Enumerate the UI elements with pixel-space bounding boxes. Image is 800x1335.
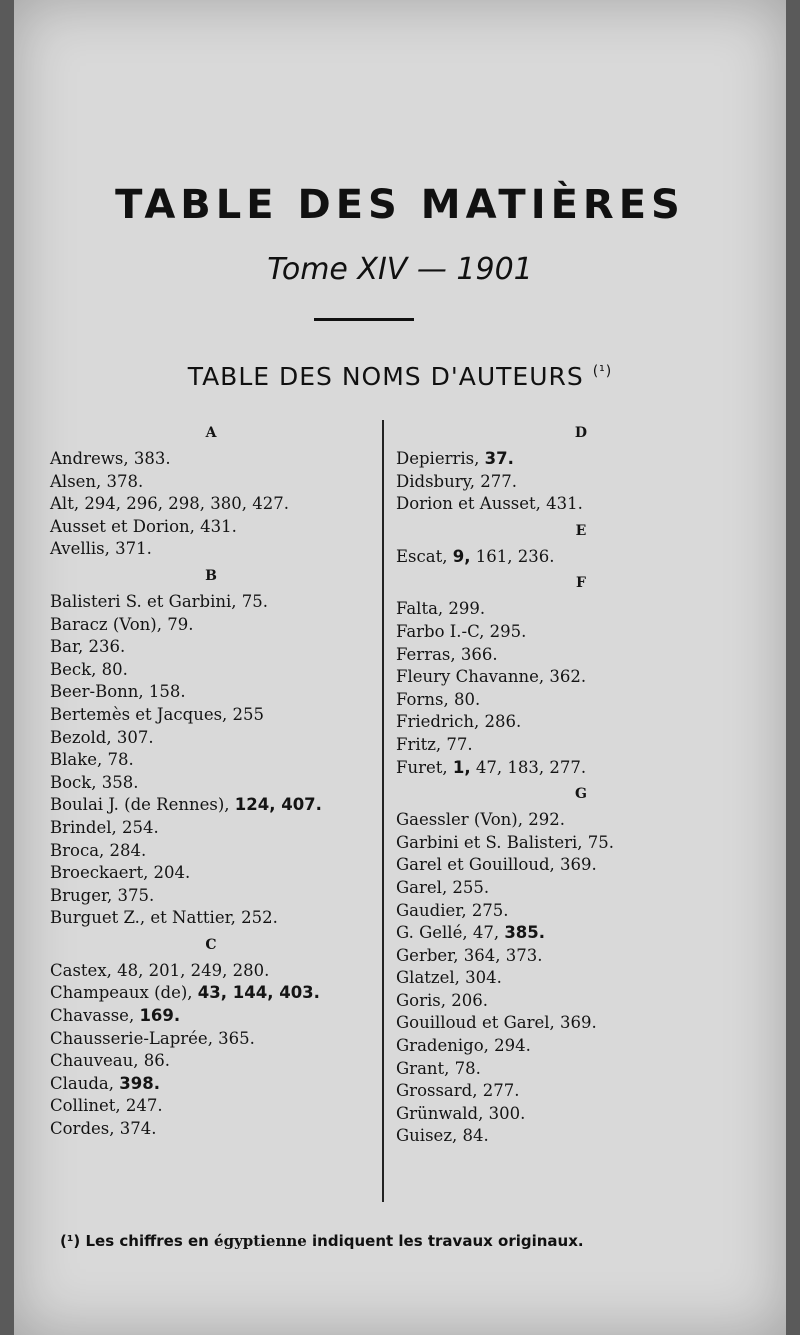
page-title: TABLE DES MATIÈRES xyxy=(115,182,685,228)
author-entry-text: Chausserie-Laprée, 365. xyxy=(50,1028,255,1048)
author-entry-text: Forns, 80. xyxy=(396,689,481,709)
author-entry-text: Boulai J. (de Rennes), xyxy=(50,795,235,815)
author-entry xyxy=(396,1080,766,1103)
author-entry-text: Grünwald, 300. xyxy=(396,1103,526,1123)
author-entry-text: Ferras, 366. xyxy=(396,644,498,664)
author-entry-text: Blake, 78. xyxy=(50,750,134,770)
author-entry xyxy=(396,1012,766,1035)
author-entry xyxy=(396,471,766,494)
author-entry-text: Broeckaert, 204. xyxy=(50,863,191,883)
original-work-pages: 398. xyxy=(119,1073,160,1093)
author-entry xyxy=(50,862,372,885)
author-entry-text: Garel, 255. xyxy=(396,877,490,897)
author-entry-text: Baracz (Von), 79. xyxy=(50,614,194,634)
author-entry xyxy=(396,621,766,644)
author-entry-text: Garel et Gouilloud, 369. xyxy=(396,855,597,875)
author-entry xyxy=(50,885,372,908)
original-work-pages: 385. xyxy=(504,923,546,943)
author-entry xyxy=(50,471,372,494)
title-rule xyxy=(314,318,414,321)
original-work-pages: 169. xyxy=(139,1006,181,1026)
author-entry xyxy=(50,749,372,772)
column-divider xyxy=(382,420,384,1202)
author-entry xyxy=(396,734,766,757)
author-entry xyxy=(396,546,766,569)
author-entry-text: Chauveau, 86. xyxy=(50,1051,170,1071)
footnote-text-before: Les chiffres en xyxy=(80,1232,215,1250)
author-entry-text: Burguet Z., et Nattier, 252. xyxy=(50,908,278,928)
author-entry xyxy=(396,666,766,689)
author-entry-text: Bezold, 307. xyxy=(50,727,154,747)
author-entry-text: Falta, 299. xyxy=(396,599,486,619)
author-entry-text: Ausset et Dorion, 431. xyxy=(50,516,237,536)
author-entry-text: Broca, 284. xyxy=(50,840,147,860)
author-entry xyxy=(50,448,372,471)
author-entry xyxy=(396,854,766,877)
section-letter: E xyxy=(575,522,587,539)
author-entry-text: Glatzel, 304. xyxy=(396,968,502,988)
footnote-text-after: indiquent les travaux originaux. xyxy=(306,1232,584,1250)
author-entry xyxy=(396,877,766,900)
author-entry-text: Castex, 48, 201, 249, 280. xyxy=(50,960,270,980)
volume-subtitle: Tome XIV — 1901 xyxy=(267,252,533,287)
author-entry-text: Bruger, 375. xyxy=(50,885,155,905)
author-entry xyxy=(50,538,372,561)
author-entry xyxy=(50,681,372,704)
author-entry xyxy=(396,945,766,968)
author-entry xyxy=(50,1095,372,1118)
author-entry-text: Alt, 294, 296, 298, 380, 427. xyxy=(50,494,289,514)
author-entry xyxy=(50,1073,372,1096)
footnote-bold-word: égyptienne xyxy=(214,1232,307,1250)
author-entry-text: Fritz, 77. xyxy=(396,734,473,754)
author-entry-text: Garbini et S. Balisteri, 75. xyxy=(396,832,615,852)
author-entry xyxy=(50,960,372,983)
author-entry-text: Gerber, 364, 373. xyxy=(396,945,543,965)
author-entry xyxy=(50,727,372,750)
author-entry xyxy=(50,840,372,863)
author-entry xyxy=(50,516,372,539)
author-entry xyxy=(396,757,766,780)
author-entry xyxy=(50,907,372,930)
footnote xyxy=(60,1232,760,1250)
author-entry xyxy=(50,659,372,682)
author-entry xyxy=(396,598,766,621)
author-entry-text: Goris, 206. xyxy=(396,990,488,1010)
author-entry xyxy=(396,644,766,667)
author-entry xyxy=(50,1118,372,1141)
author-entry-text: Brindel, 254. xyxy=(50,817,159,837)
section-letter: C xyxy=(205,936,217,953)
author-entry-text: Gaudier, 275. xyxy=(396,900,509,920)
author-entry-text: Bar, 236. xyxy=(50,637,126,657)
author-entry-text: Bock, 358. xyxy=(50,772,139,792)
author-entry xyxy=(50,704,372,727)
author-entry-text: Beck, 80. xyxy=(50,659,128,679)
author-entry-text: Alsen, 378. xyxy=(50,471,144,491)
section-letter: F xyxy=(576,575,586,592)
author-entry-text: Escat, xyxy=(396,546,453,566)
author-entry xyxy=(396,689,766,712)
author-entry-text: Friedrich, 286. xyxy=(396,712,522,732)
original-work-pages: 9, xyxy=(452,546,471,566)
author-entry xyxy=(396,832,766,855)
section-heading xyxy=(14,362,786,391)
author-entry-text: Chavasse, xyxy=(50,1006,140,1026)
author-entry-text: Gradenigo, 294. xyxy=(396,1036,531,1056)
original-work-pages: 124, 407. xyxy=(234,795,322,815)
author-entry xyxy=(50,636,372,659)
author-entry xyxy=(50,493,372,516)
author-entry xyxy=(50,1050,372,1073)
right-column xyxy=(396,418,766,1148)
original-work-pages: 1, xyxy=(452,757,471,777)
author-entry-text: Fleury Chavanne, 362. xyxy=(396,667,587,687)
footnote-mark: (¹) xyxy=(60,1232,81,1250)
author-entry xyxy=(50,794,372,817)
author-entry-text: Dorion et Ausset, 431. xyxy=(396,494,583,514)
author-entry-pages: 47, 183, 277. xyxy=(470,757,587,777)
section-letter: A xyxy=(205,425,217,441)
author-entry-text: Clauda, xyxy=(50,1073,120,1093)
author-entry xyxy=(396,1103,766,1126)
author-entry xyxy=(50,1005,372,1028)
author-entry-pages: 161, 236. xyxy=(470,546,555,566)
author-entry-text: Gaessler (Von), 292. xyxy=(396,810,565,830)
author-entry xyxy=(396,809,766,832)
author-entry-text: Depierris, xyxy=(396,449,485,468)
author-entry-text: Balisteri S. et Garbini, 75. xyxy=(50,591,269,611)
section-title: TABLE DES NOMS D'AUTEURS xyxy=(187,362,584,391)
author-entry xyxy=(396,922,766,945)
author-entry xyxy=(396,900,766,923)
author-entry xyxy=(396,1125,766,1148)
section-letter: D xyxy=(574,425,588,441)
author-entry xyxy=(50,1028,372,1051)
document-page xyxy=(14,0,786,1335)
author-entry-text: G. Gellé, 47, xyxy=(396,923,505,943)
author-entry xyxy=(396,1035,766,1058)
author-entry xyxy=(50,982,372,1005)
author-entry xyxy=(50,614,372,637)
author-entry xyxy=(396,448,766,471)
author-entry-text: Avellis, 371. xyxy=(50,539,152,559)
section-letter: G xyxy=(575,786,587,803)
author-entry xyxy=(50,817,372,840)
author-entry-text: Didsbury, 277. xyxy=(396,471,517,491)
author-entry xyxy=(396,967,766,990)
section-note-mark: (¹) xyxy=(592,363,613,380)
original-work-pages: 43, 144, 403. xyxy=(197,983,320,1003)
author-entry-text: Beer-Bonn, 158. xyxy=(50,682,186,702)
author-entry-text: Furet, xyxy=(396,757,453,777)
author-entry-text: Bertemès et Jacques, 255 xyxy=(50,704,265,724)
author-entry-text: Champeaux (de), xyxy=(50,983,198,1003)
original-work-pages: 37. xyxy=(484,449,514,468)
author-entry-text: Andrews, 383. xyxy=(50,449,171,468)
author-entry xyxy=(50,591,372,614)
author-entry xyxy=(396,493,766,516)
author-entry-text: Grossard, 277. xyxy=(396,1081,520,1101)
author-entry-text: Guisez, 84. xyxy=(396,1126,489,1146)
author-entry-text: Collinet, 247. xyxy=(50,1096,163,1116)
author-entry xyxy=(396,1058,766,1081)
section-letter: B xyxy=(205,567,217,584)
author-entry xyxy=(396,711,766,734)
author-entry-text: Cordes, 374. xyxy=(50,1119,157,1139)
author-entry-text: Grant, 78. xyxy=(396,1058,481,1078)
author-entry-text: Gouilloud et Garel, 369. xyxy=(396,1013,597,1033)
author-entry xyxy=(396,990,766,1013)
author-entry xyxy=(50,772,372,795)
left-column xyxy=(50,418,372,1141)
author-entry-text: Farbo I.-C, 295. xyxy=(396,621,527,641)
